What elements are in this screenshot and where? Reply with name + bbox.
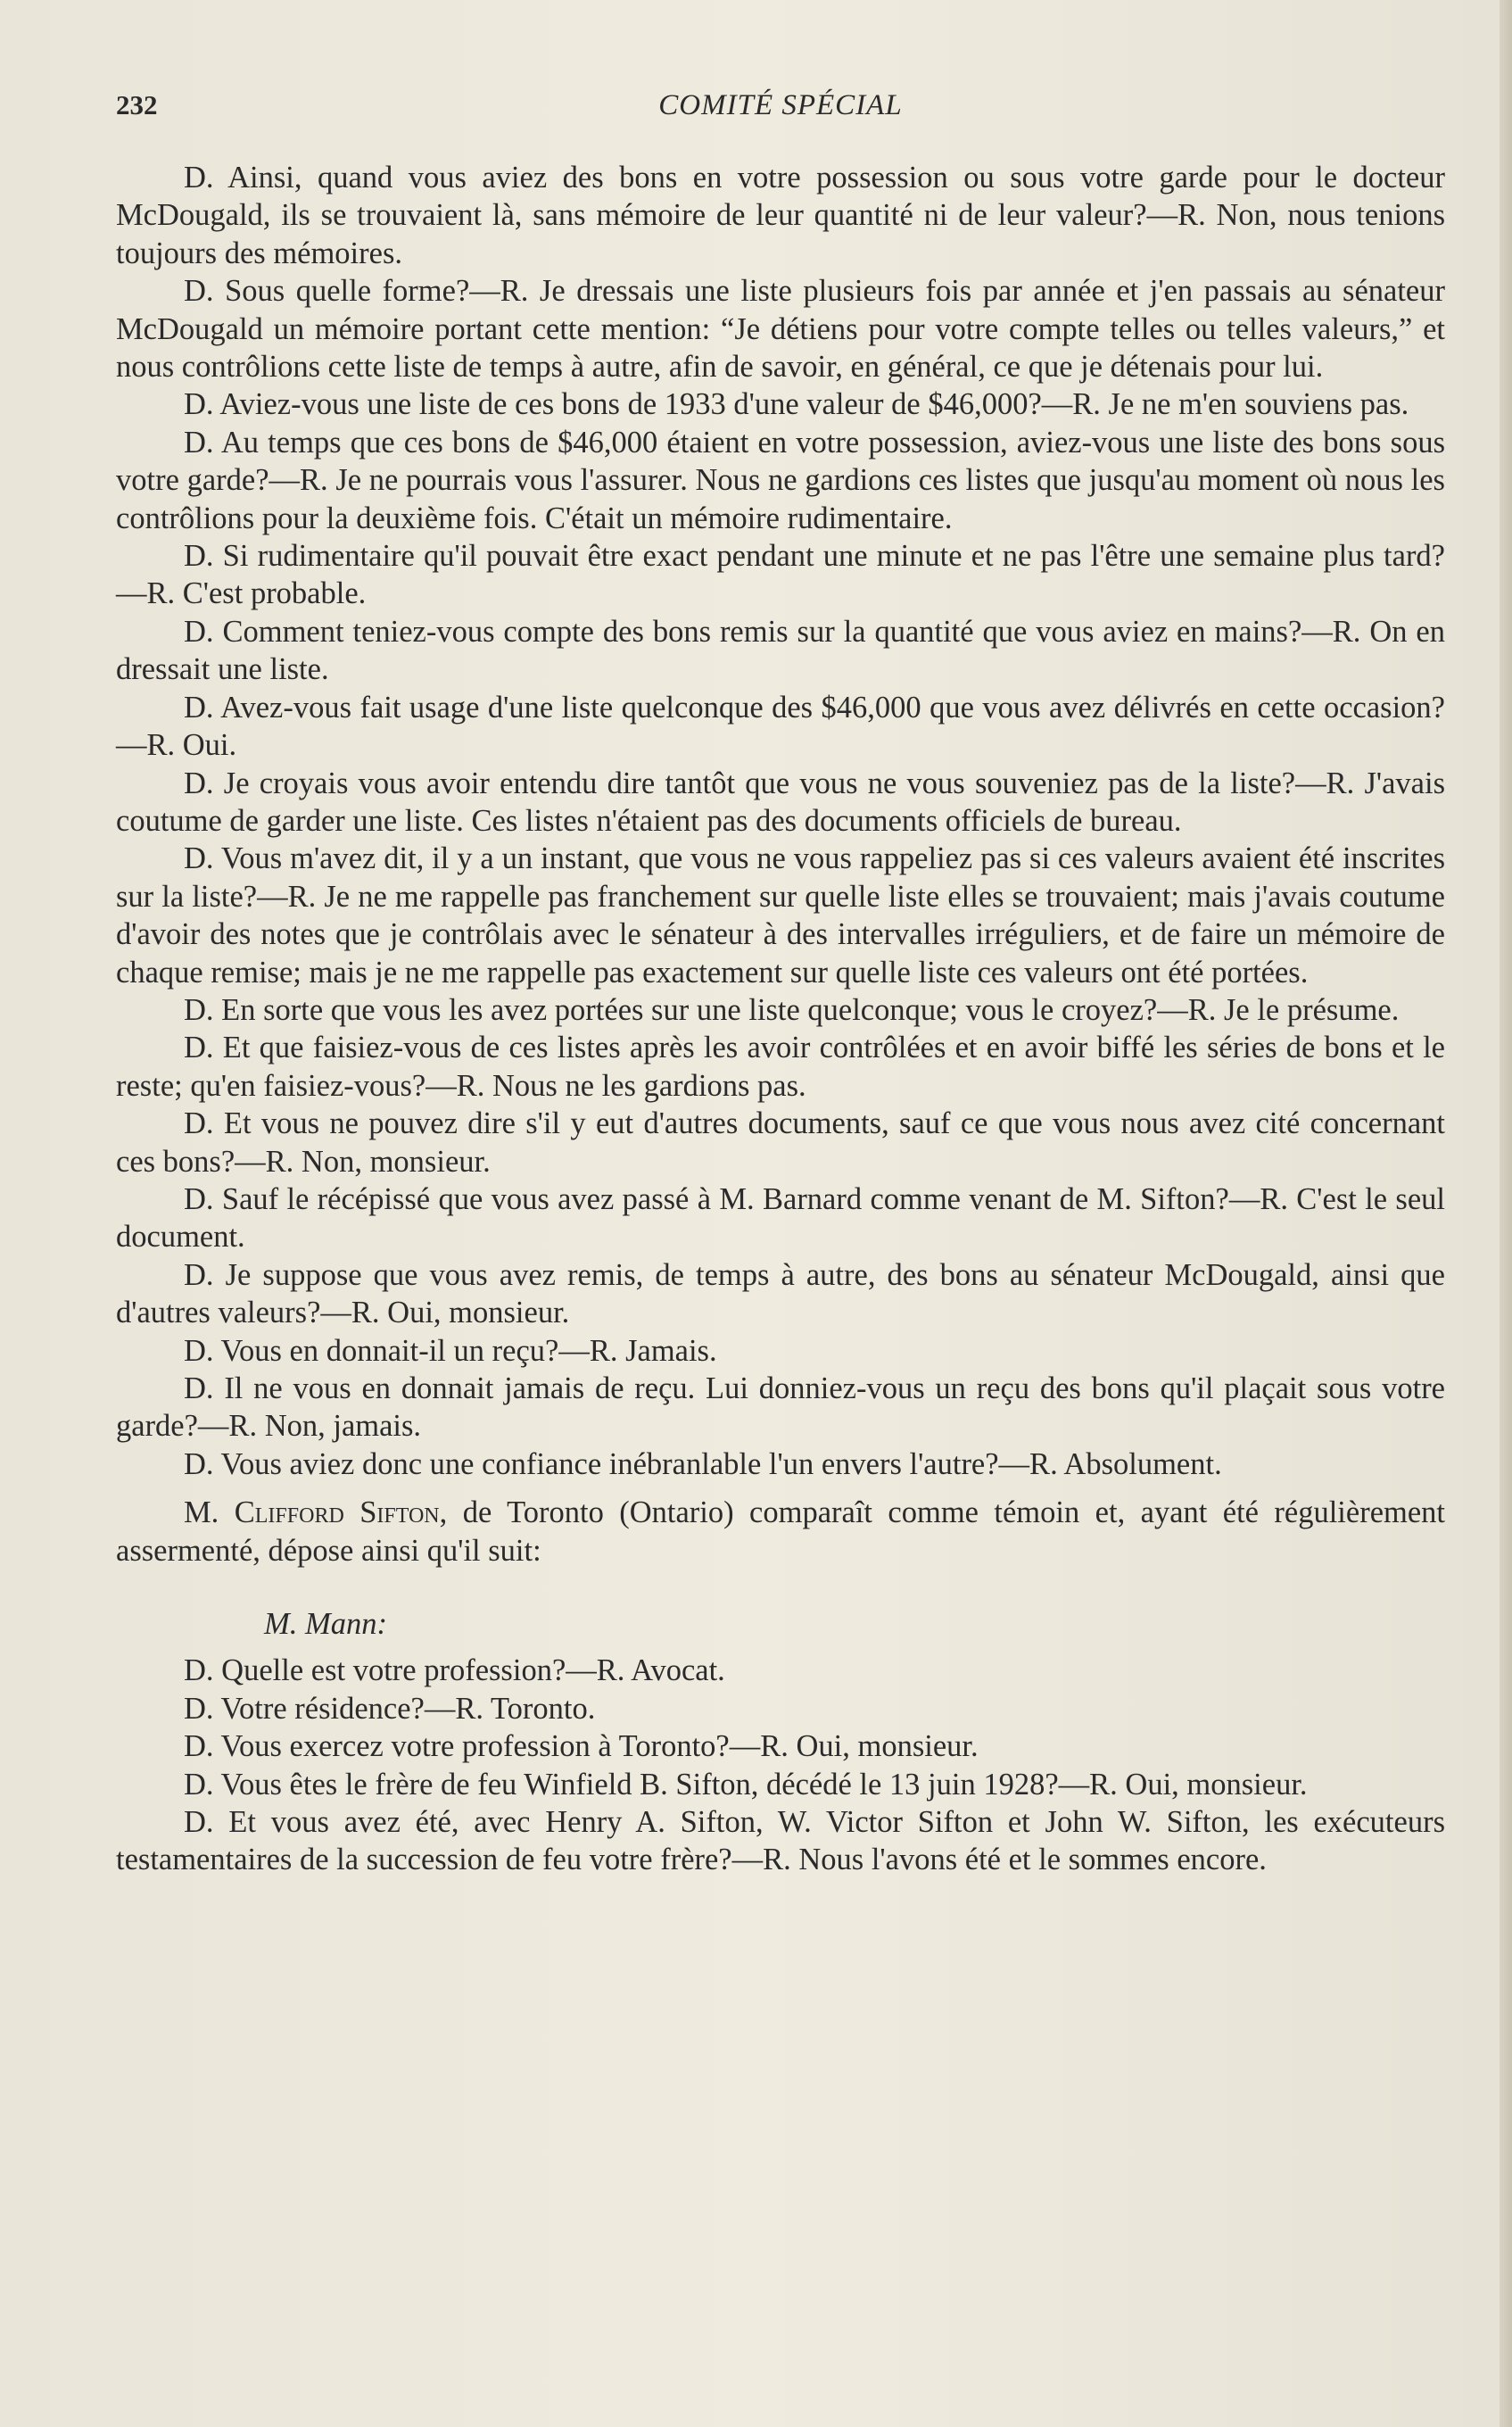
witness-statement: , de Toronto (Ontario) comparaît comme témoin et, ayant été régulièrement assermenté, dépose ainsi qu'il suit: — [116, 1495, 1445, 1568]
question-answer: D. Et vous avez été, avec Henry A. Sifton, W. Victor Sifton et John W. Sifton, les exécuteurs testamentaires de la succession de feu votre frère?—R. Nous l'avons été et le sommes encore. — [116, 1805, 1445, 1877]
question-answer: D. Vous aviez donc une confiance inébranlable l'un envers l'autre?—R. Absolument. — [184, 1446, 1222, 1481]
page-number: 232 — [116, 89, 158, 120]
question-answer: D. Je suppose que vous avez remis, de temps à autre, des bons au sénateur McDougald, ainsi que d'autres valeurs?—R. Oui, monsieur. — [116, 1257, 1445, 1330]
witness-name: Clifford Sifton — [234, 1495, 440, 1530]
question-answer: D. Il ne vous en donnait jamais de reçu. Lui donniez-vous un reçu des bons qu'il plaçait sous votre garde?—R. Non, jamais. — [116, 1371, 1445, 1444]
question-answer: D. Si rudimentaire qu'il pouvait être exact pendant une minute et ne pas l'être une semaine plus tard?—R. C'est probable. — [116, 539, 1445, 611]
question-answer: D. Je croyais vous avoir entendu dire tantôt que vous ne vous souveniez pas de la liste?—R. J'avais coutume de garder une liste. Ces listes n'étaient pas des documents officiels de bureau. — [116, 766, 1445, 838]
question-answer: D. Et vous ne pouvez dire s'il y eut d'autres documents, sauf ce que vous nous avez cité concernant ces bons?—R. Non, monsieur. — [116, 1106, 1445, 1179]
question-answer: D. Vous êtes le frère de feu Winfield B. Sifton, décédé le 13 juin 1928?—R. Oui, monsieur. — [184, 1767, 1308, 1802]
question-answer: D. Vous m'avez dit, il y a un instant, que vous ne vous rappeliez pas si ces valeurs avaient été inscrites sur la liste?—R. Je ne me rappelle pas franchement sur quelle liste elles se trouvaient; mais j'avais coutume d'avoir des notes que je contrôlais avec le sénateur à des intervalles irréguliers, et de faire un mémoire de chaque remise; mais je ne me rappelle pas exactement sur quelle liste ces valeurs ont été portées. — [116, 841, 1445, 990]
question-answer: D. Vous exercez votre profession à Toronto?—R. Oui, monsieur. — [184, 1729, 979, 1764]
question-answer: D. Au temps que ces bons de $46,000 étaient en votre possession, aviez-vous une liste des bons sous votre garde?—R. Je ne pourrais vous l'assurer. Nous ne gardions ces listes que jusqu'au moment où nous les contrôlions pour la deuxième fois. C'était un mémoire rudimentaire. — [116, 425, 1445, 535]
question-answer: D. Comment teniez-vous compte des bons remis sur la quantité que vous aviez en mains?—R. On en dressait une liste. — [116, 614, 1445, 687]
question-answer: D. En sorte que vous les avez portées sur une liste quelconque; vous le croyez?—R. Je le présume. — [184, 992, 1400, 1027]
page-header — [116, 89, 1445, 128]
testimony-text — [116, 159, 1445, 1879]
witness-introduction — [116, 1494, 1445, 1570]
examiner-heading: M. Mann: — [264, 1607, 387, 1642]
witness-title: M. — [184, 1495, 219, 1530]
running-head: COMITÉ SPÉCIAL — [658, 89, 903, 121]
question-answer: D. Avez-vous fait usage d'une liste quelconque des $46,000 que vous avez délivrés en cette occasion?—R. Oui. — [116, 690, 1445, 763]
question-answer: D. Votre résidence?—R. Toronto. — [184, 1691, 596, 1726]
question-answer: D. Aviez-vous une liste de ces bons de 1933 d'une valeur de $46,000?—R. Je ne m'en souviens pas. — [184, 387, 1409, 422]
question-answer: D. Quelle est votre profession?—R. Avocat. — [184, 1653, 725, 1688]
question-answer: D. Ainsi, quand vous aviez des bons en votre possession ou sous votre garde pour le docteur McDougald, ils se trouvaient là, sans mémoire de leur quantité ni de leur valeur?—R. Non, nous tenions toujours des mémoires. — [116, 161, 1445, 270]
question-answer: D. Et que faisiez-vous de ces listes après les avoir contrôlées et en avoir biffé les séries de bons et le reste; qu'en faisiez-vous?—R. Nous ne les gardions pas. — [116, 1031, 1445, 1103]
question-answer: D. Vous en donnait-il un reçu?—R. Jamais. — [184, 1333, 717, 1368]
question-answer: D. Sauf le récépissé que vous avez passé à M. Barnard comme venant de M. Sifton?—R. C'est le seul document. — [116, 1181, 1445, 1255]
page-edge-shadow — [1500, 0, 1512, 2427]
question-answer: D. Sous quelle forme?—R. Je dressais une liste plusieurs fois par année et j'en passais au sénateur McDougald un mémoire portant cette mention: “Je détiens pour votre compte telles ou telles valeurs,” et nous contrôlions cette liste de temps à autre, afin de savoir, en général, ce que je détenais pour lui. — [116, 274, 1445, 385]
